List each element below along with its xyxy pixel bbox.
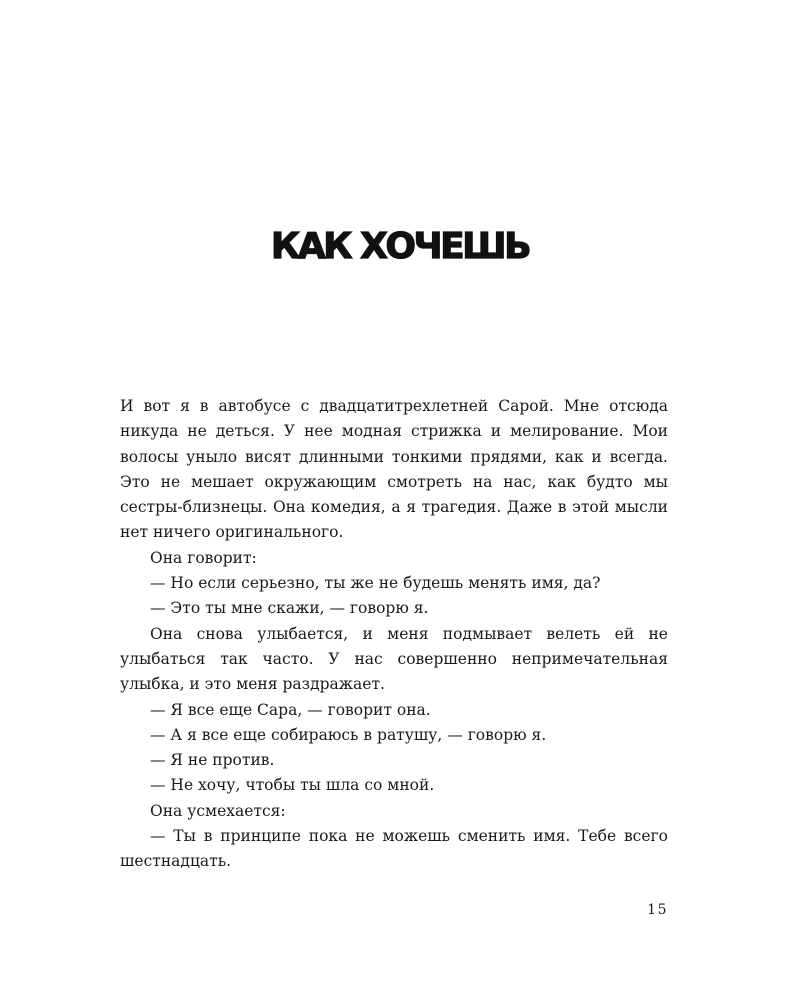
paragraph: Она говорит: xyxy=(150,548,257,567)
dialogue-line: — Не хочу, чтобы ты шла со мной. xyxy=(150,776,435,795)
paragraph: Она снова улыбается, и меня подмывает велеть ей не улыбаться так часто. У нас совершенно непримечательная улыбка, и это меня раздражает. xyxy=(120,624,668,694)
paragraph: И вот я в автобусе с двадцатитрехлетней Сарой. Мне отсюда никуда не деться. У нее модная стрижка и мелирование. Мои волосы уныло висят длинными тонкими прядями, как и всегда. Это не мешает окружающим смотреть на нас, как будто мы сестры-близнецы. Она комедия, а я трагедия. Даже в этой мысли нет ничего оригинального. xyxy=(120,397,668,542)
page-number: 15 xyxy=(647,902,668,918)
paragraph: Она усмехается: xyxy=(150,801,286,820)
dialogue-line: — А я все еще собираюсь в ратушу, — говорю я. xyxy=(150,725,547,744)
chapter-body xyxy=(120,394,668,875)
dialogue-line: — Но если серьезно, ты же не будешь менять имя, да? xyxy=(150,574,601,593)
dialogue-line: — Это ты мне скажи, — говорю я. xyxy=(150,599,429,618)
chapter-title: КАК ХОЧЕШЬ xyxy=(270,226,530,267)
dialogue-line: — Я все еще Сара, — говорит она. xyxy=(150,700,431,719)
dialogue-line: — Я не против. xyxy=(150,751,275,770)
dialogue-line: — Ты в принципе пока не можешь сменить имя. Тебе всего шестнадцать. xyxy=(120,827,668,871)
